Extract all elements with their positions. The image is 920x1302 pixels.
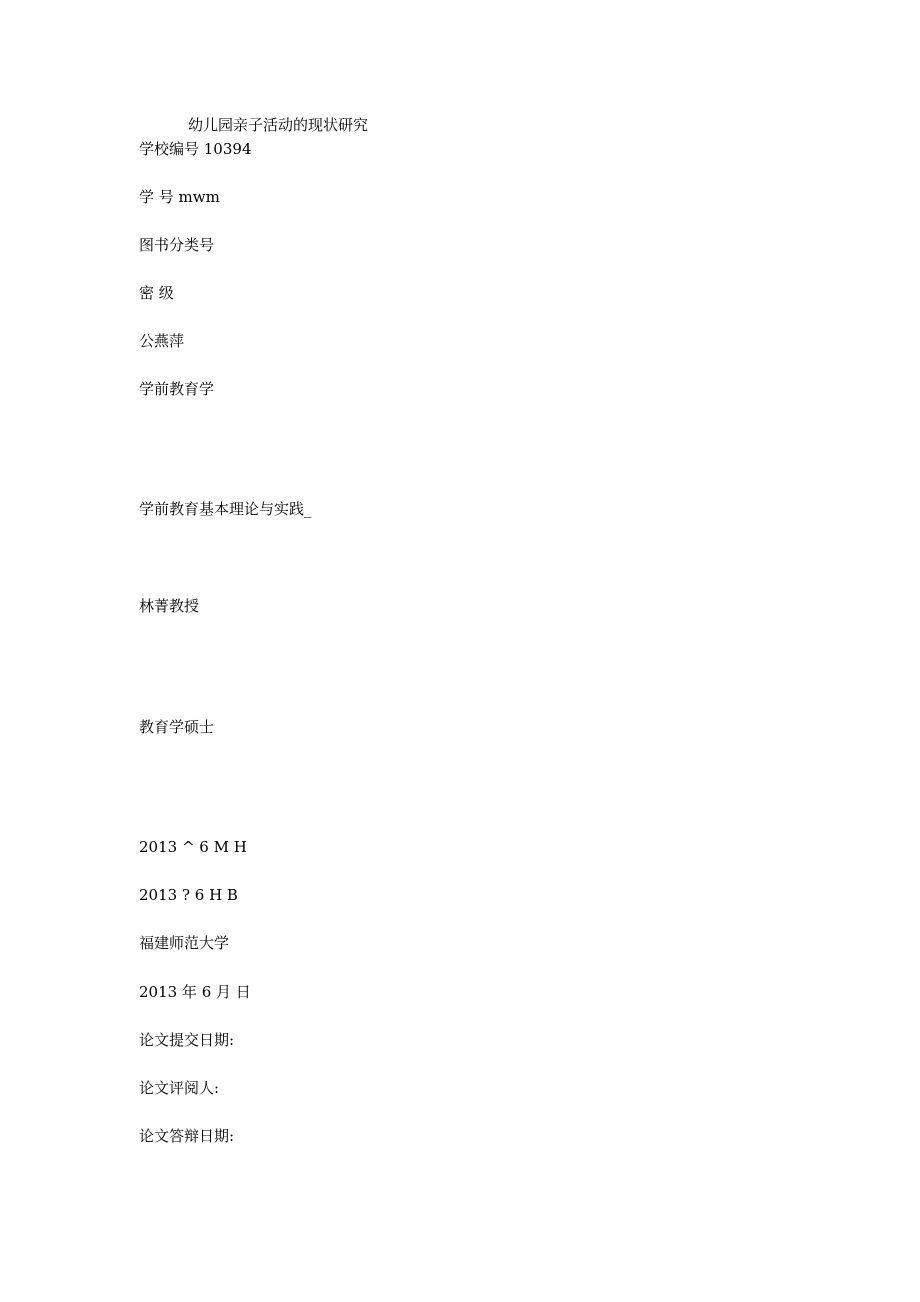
thesis-title: 幼儿园亲子活动的现状研究	[188, 116, 369, 134]
student-number: 学 号 mwm	[139, 188, 220, 206]
supervisor: 林菁教授	[139, 597, 200, 615]
university-name: 福建师范大学	[139, 934, 230, 952]
submission-date-label: 论文提交日期:	[139, 1031, 235, 1049]
date-line: 2013 年 6 月 日	[139, 983, 251, 1001]
author-name: 公燕萍	[139, 332, 185, 350]
library-classification: 图书分类号	[139, 236, 215, 254]
date-line: 2013 ^ 6 M H	[139, 838, 247, 856]
discipline: 学前教育学	[139, 380, 215, 398]
degree: 教育学硕士	[139, 718, 215, 736]
defense-date-label: 论文答辩日期:	[139, 1127, 235, 1145]
school-code: 学校编号 10394	[139, 140, 252, 158]
research-direction: 学前教育基本理论与实践_	[139, 500, 312, 518]
date-line: 2013 ? 6 H B	[139, 886, 238, 904]
reviewers-label: 论文评阅人:	[139, 1079, 220, 1097]
security-level: 密 级	[139, 284, 174, 302]
